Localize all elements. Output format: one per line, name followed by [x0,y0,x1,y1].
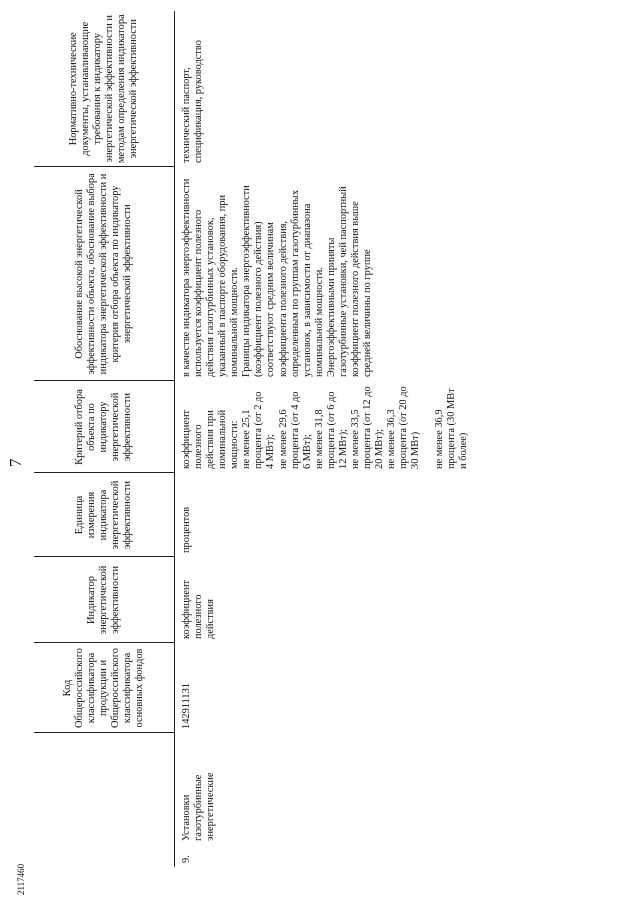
header-justification: Обоснование высокой энергетической эффективности объекта, обоснование выбора индикатора энергетической эффективности и критерия отбора объекта по индикатору энергетической эффективности [34,167,175,381]
justification-paragraph: в качестве индикатора энергоэффективности используется коэффициент полезного действия газотурбинных установок, указанный в паспорте оборудования, при номинальной мощности. [181,178,241,377]
cell-documents: технический паспорт, спецификация, руководство [181,40,205,163]
header-unit: Единица измерения индикатора энергетической эффективности [34,473,175,557]
header-okpd-code: Код Общероссийского классификатора продукции и Общероссийского классификатора основных фондов [34,643,175,733]
energy-efficiency-table [34,11,506,867]
cell-justification [175,167,507,381]
cell-name [175,733,507,867]
table-row [175,11,507,867]
header-criterion: Критерий отбора объекта по индикатору энергетической эффективности [34,381,175,473]
criterion-item: не менее 31,8 процента (от 6 до 12 МВт); [313,391,349,469]
page-number: 7 [6,458,25,467]
justification-paragraph: Границы индикатора энергоэффективности (коэффициент полезного действия) соответствуют средним величинам коэффициента полезного действия, определенным по группам газотурбинных установок, в зависимости от диапазона номинальной мощности. [241,185,325,377]
header-indicator: Индикатор энергетической эффективности [34,557,175,643]
criterion-item: не менее 25,1 процента (от 2 до 4 МВт); [241,391,277,469]
header-name [34,733,175,867]
table-header-row [34,11,175,867]
equipment-name: Установки газотурбинные энергетические [181,772,217,841]
cell-unit: процентов [181,506,192,553]
row-number: 9. [181,855,192,863]
cell-criterion [175,381,507,473]
criterion-item: не менее 36,3 процента (от 20 до 30 МВт) [386,386,422,469]
cell-okpd-code: 142911131 [181,683,192,729]
justification-paragraph: Энергоэффективными приняты газотурбинные установки, чей паспортный коэффициент полезного действия выше средней величины по группе [325,186,373,377]
cell-indicator: коэффициент полезного действия [181,579,217,639]
criterion-item: не менее 36,9 процента (30 МВт и более) [434,388,470,469]
header-documents: Нормативно-технические документы, устанавливающие требования к индикатору энергетической эффективности и методам определения индикатора энергетической эффективности [34,11,175,167]
criterion-intro: коэффициент полезного действия при номинальной мощности: [181,409,241,469]
criterion-item: не менее 29,6 процента (от 4 до 6 МВт); [277,391,313,469]
criterion-item: не менее 33,5 процента (от 12 до 20 МВт); [349,386,385,469]
document-code: 2117460 [16,863,26,895]
